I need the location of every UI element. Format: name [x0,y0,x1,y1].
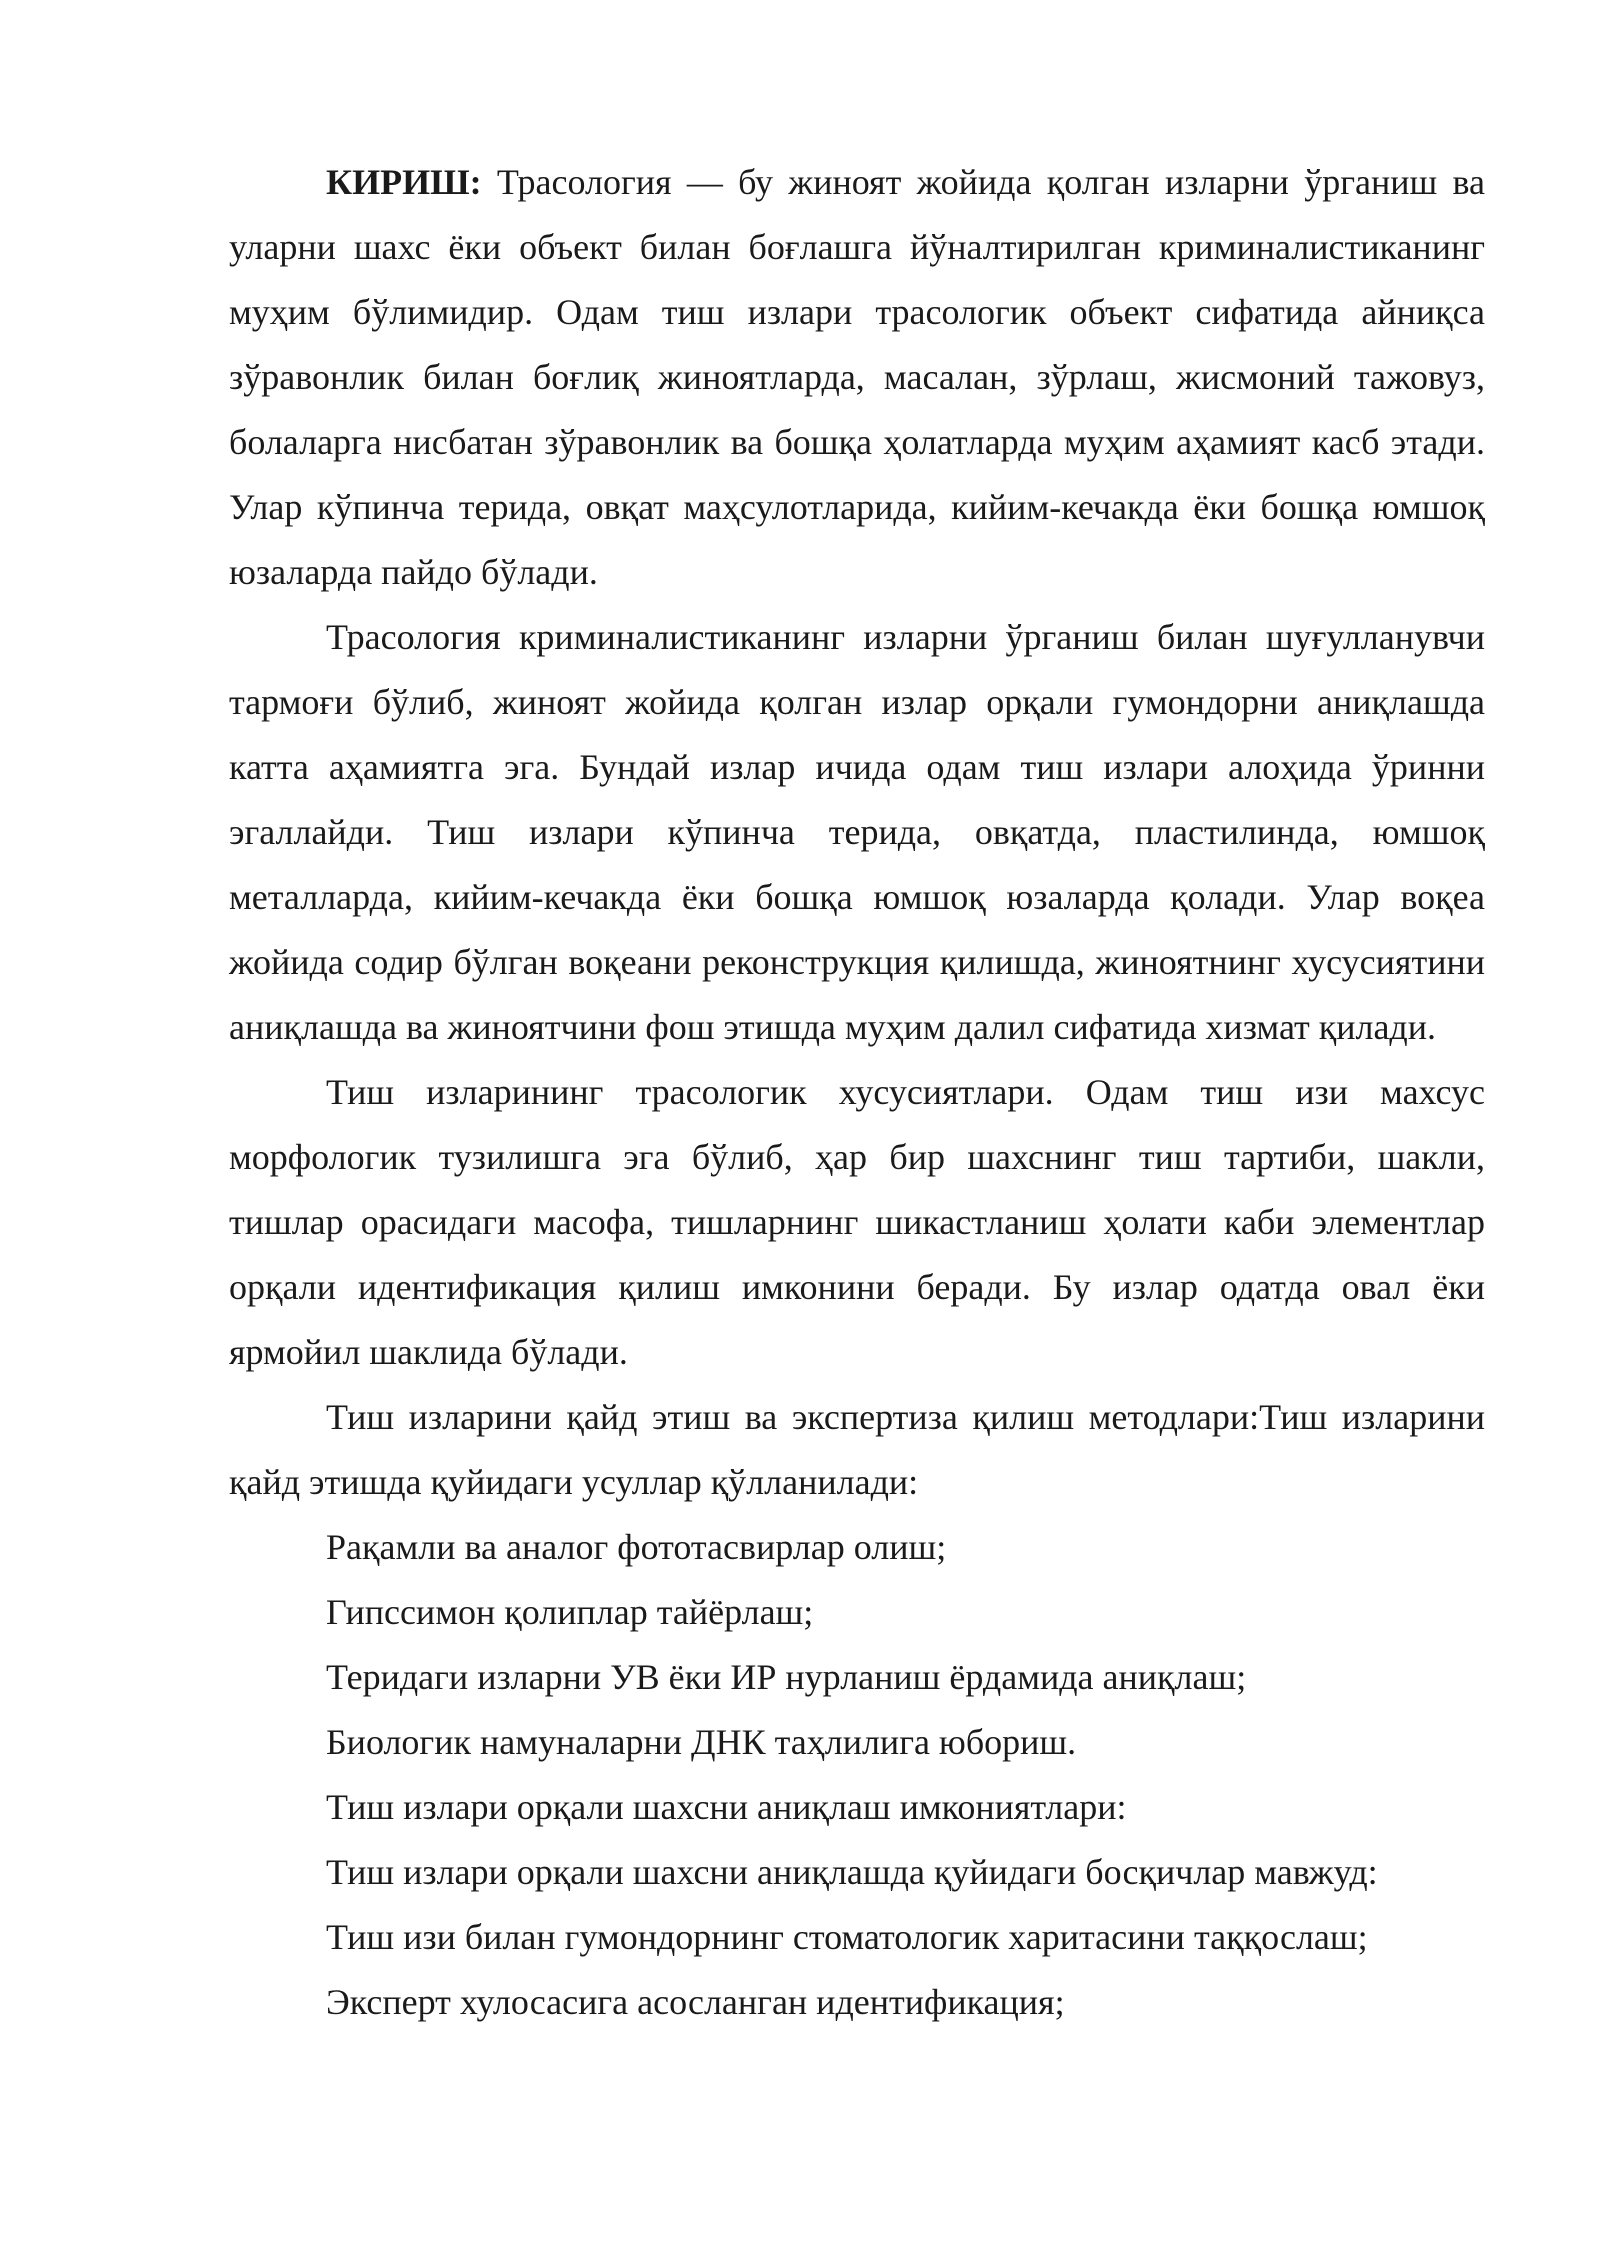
intro-heading: КИРИШ: [326,162,482,202]
paragraph-methods: Тиш изларини қайд этиш ва экспертиза қилиш методлари:Тиш изларини қайд этишда қуйидаги усуллар қўлланилади: [229,1397,1485,1502]
list-item-dna: Биологик намуналарни ДНК таҳлилига юбориш. [326,1722,1077,1762]
list-item-photography: Рақамли ва аналог фототасвирлар олиш; [326,1527,947,1567]
list-item-casts: Гипссимон қолиплар тайёрлаш; [326,1592,814,1632]
list-item-expert-conclusion: Эксперт хулосасига асосланган идентификация; [326,1982,1065,2022]
intro-paragraph [229,150,1485,605]
paragraph-trasology: Трасология криминалистиканинг изларни ўрганиш билан шуғулланувчи тармоғи бўлиб, жиноят жойида қолган излар орқали гумондорни аниқлашда катта аҳамиятга эга. Бундай излар ичида одам тиш излари алоҳида ўринни эгаллайди. Тиш излари кўпинча терида, овқатда, пластилинда, юмшоқ металларда, кийим-кечакда ёки бошқа юмшоқ юзаларда қолади. Улар воқеа жойида содир бўлган воқеани реконструкция қилишда, жиноятнинг хусусиятини аниқлашда ва жиноятчини фош этишда муҳим далил сифатида хизмат қилади. [229,617,1485,1047]
intro-text: Трасология — бу жиноят жойида қолган изларни ўрганиш ва уларни шахс ёки объект билан боғлашга йўналтирилган криминалистиканинг муҳим бўлимидир. Одам тиш излари трасологик объект сифатида айниқса зўравонлик билан боғлиқ жиноятларда, масалан, зўрлаш, жисмоний тажовуз, болаларга нисбатан зўравонлик ва бошқа ҳолатларда муҳим аҳамият касб этади. Улар кўпинча терида, овқат маҳсулотларида, кийим-кечакда ёки бошқа юмшоқ юзаларда пайдо бўлади. [229,162,1485,592]
list-item-uv-ir: Теридаги изларни УВ ёки ИР нурланиш ёрдамида аниқлаш; [326,1657,1247,1697]
paragraph-tooth-features: Тиш изларининг трасологик хусусиятлари. Одам тиш изи махсус морфологик тузилишга эга бўлиб, ҳар бир шахснинг тиш тартиби, шакли, тишлар орасидаги масофа, тишларнинг шикастланиш ҳолати каби элементлар орқали идентификация қилиш имконини беради. Бу излар одатда овал ёки ярмойил шаклида бўлади. [229,1072,1485,1372]
list-item-identification-stages: Тиш излари орқали шахсни аниқлашда қуйидаги босқичлар мавжуд: [326,1852,1378,1892]
document-page [229,150,1485,2035]
list-item-dental-chart-comparison: Тиш изи билан гумондорнинг стоматологик харитасини таққослаш; [326,1917,1368,1957]
list-item-identification-possibilities: Тиш излари орқали шахсни аниқлаш имкониятлари: [326,1787,1127,1827]
